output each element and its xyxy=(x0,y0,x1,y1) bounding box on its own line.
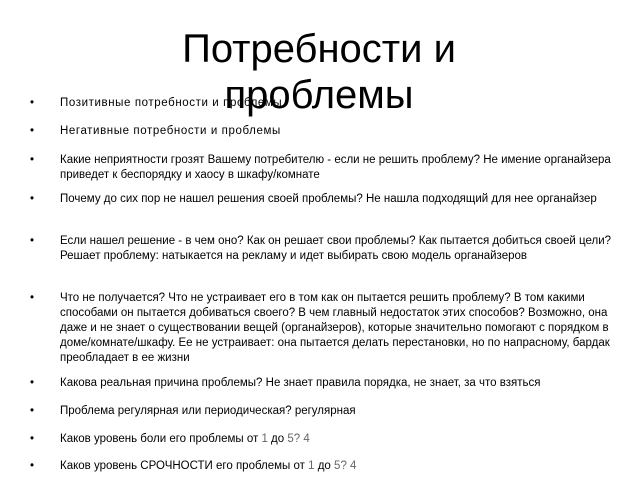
bullet-text: Каков уровень СРОЧНОСТИ его проблемы от 1 до 5? 4 xyxy=(60,460,357,472)
bullet-text: Проблема регулярная или периодическая? регулярная xyxy=(60,405,356,417)
bullet-text: Что не получается? Что не устраивает его в том как он пытается решить проблему? В том какими способами он пытается добиваться своего? В чем главный недостаток этих способов? Возможно, она даже и не знает о существовании вещей (органайзеров), которые значительно помогают с порядком в доме/комнате/шкафу. Ее не устраивает: она пытается делать перестановки, но по напрасному, бардак преобладает в ее жизни xyxy=(60,292,610,364)
list-item xyxy=(30,153,615,183)
bullet-marker: • xyxy=(30,292,35,304)
answer-value: 4 xyxy=(303,433,310,445)
bullet-marker: • xyxy=(30,125,35,137)
list-item xyxy=(30,291,615,366)
range-max: 5 xyxy=(334,460,341,472)
list-item xyxy=(30,432,615,447)
bullet-text: Если нашел решение - в чем оно? Как он решает свои проблемы? Как пытается добиться своей цели? Решает проблему: натыкается на рекламу и идет выбирать свою модель органайзеров xyxy=(60,235,612,262)
bullet-marker: • xyxy=(30,460,35,472)
list-item xyxy=(30,404,615,419)
bullet-text: Почему до сих пор не нашел решения своей проблемы? Не нашла подходящий для нее органайзер xyxy=(60,193,597,205)
bullet-marker: • xyxy=(30,154,35,166)
bullet-marker: • xyxy=(30,377,35,389)
range-max: 5 xyxy=(287,433,294,445)
list-item xyxy=(30,124,615,139)
range-min: 1 xyxy=(261,433,268,445)
slide-title-line-2: проблемы xyxy=(224,73,414,117)
bullet-text: Негативные потребности и проблемы xyxy=(60,125,281,137)
list-item xyxy=(30,234,615,264)
bullet-marker: • xyxy=(30,405,35,417)
list-item xyxy=(30,376,615,391)
list-item xyxy=(30,192,615,207)
slide-title xyxy=(0,26,638,118)
bullet-text: Какова реальная причина проблемы? Не знает правила порядка, не знает, за что взяться xyxy=(60,377,541,389)
bullet-text: Позитивные потребности и проблемы xyxy=(60,97,283,109)
bullet-text: Каков уровень боли его проблемы от 1 до 5? 4 xyxy=(60,433,310,445)
bullet-marker: • xyxy=(30,97,35,109)
range-min: 1 xyxy=(308,460,315,472)
list-item xyxy=(30,459,615,474)
answer-value: 4 xyxy=(350,460,357,472)
bullet-text: Какие неприятности грозят Вашему потребителю - если не решить проблему? Не имение органайзера приведет к беспорядку и хаосу в шкафу/комнате xyxy=(60,154,611,181)
bullet-marker: • xyxy=(30,235,35,247)
bullet-marker: • xyxy=(30,433,35,445)
slide-title-line-1: Потребности и xyxy=(182,27,456,71)
bullet-marker: • xyxy=(30,193,35,205)
